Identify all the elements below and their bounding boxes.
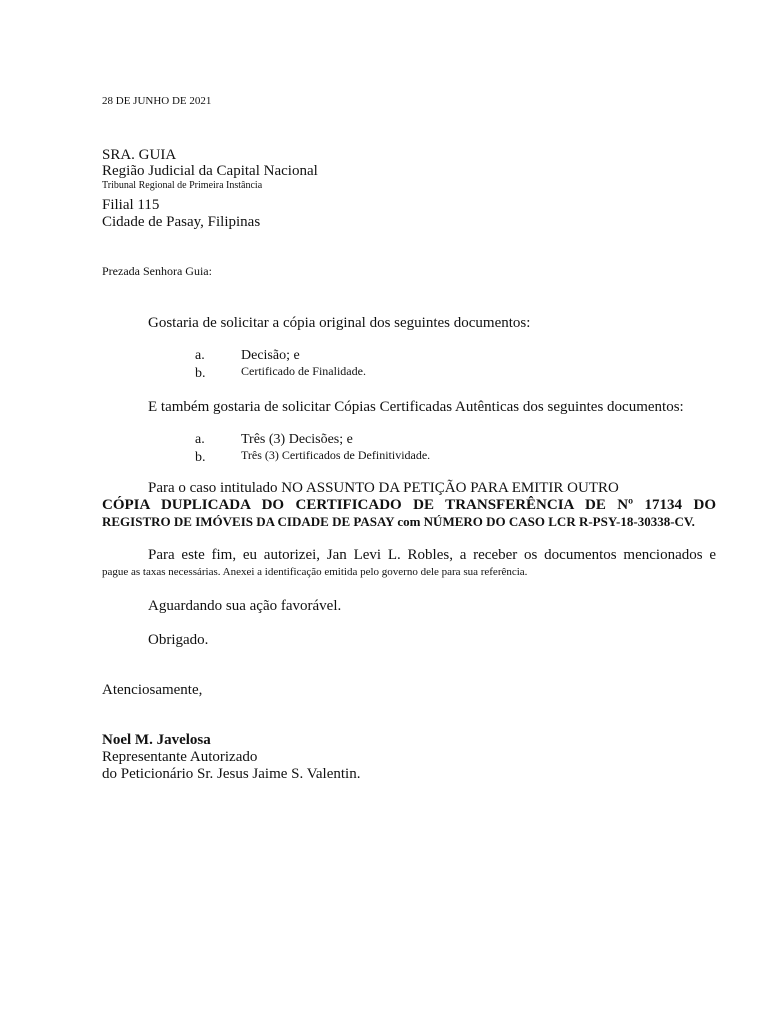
- authorization-line2: pague as taxas necessárias. Anexei a identificação emitida pelo governo dele para sua referência.: [102, 566, 528, 578]
- signature-name: Noel M. Javelosa: [102, 732, 211, 748]
- recipient-line4: Cidade de Pasay, Filipinas: [102, 214, 261, 230]
- case-intro: Para o caso intitulado NO ASSUNTO DA PETIÇÃO PARA EMITIR OUTRO: [148, 480, 619, 496]
- list2-item-b: Três (3) Certificados de Definitividade.: [241, 448, 431, 462]
- list1-item-b: Certificado de Finalidade.: [241, 364, 366, 378]
- list2-marker-a: a.: [195, 432, 205, 447]
- recipient-line1: Região Judicial da Capital Nacional: [102, 163, 318, 179]
- paragraph-1: Gostaria de solicitar a cópia original dos seguintes documentos:: [148, 315, 531, 331]
- list2-item-a: Três (3) Decisões; e: [241, 432, 353, 447]
- recipient-line2: Tribunal Regional de Primeira Instância: [102, 180, 263, 191]
- list1-marker-a: a.: [195, 348, 205, 363]
- case-title-line3: REGISTRO DE IMÓVEIS DA CIDADE DE PASAY com NÚMERO DO CASO LCR R-PSY-18-30338-CV.: [102, 514, 695, 529]
- thanks-line: Obrigado.: [148, 632, 209, 648]
- recipient-line3: Filial 115: [102, 197, 160, 213]
- awaiting-line: Aguardando sua ação favorável.: [148, 598, 342, 614]
- list1-item-a: Decisão; e: [241, 348, 300, 363]
- salutation: Prezada Senhora Guia:: [102, 264, 212, 278]
- signature-of: do Peticionário Sr. Jesus Jaime S. Valentin.: [102, 766, 361, 782]
- paragraph-2: E também gostaria de solicitar Cópias Certificadas Autênticas dos seguintes documentos:: [148, 399, 684, 415]
- list1-marker-b: b.: [195, 366, 206, 381]
- closing: Atenciosamente,: [102, 682, 203, 698]
- letter-date: 28 DE JUNHO DE 2021: [102, 95, 212, 107]
- list2-marker-b: b.: [195, 450, 206, 465]
- recipient-name: SRA. GUIA: [102, 147, 177, 163]
- case-title-line2: CÓPIA DUPLICADA DO CERTIFICADO DE TRANSFERÊNCIA DE Nº 17134 DO: [102, 497, 716, 513]
- authorization-line1: Para este fim, eu autorizei, Jan Levi L. Robles, a receber os documentos mencionados e: [148, 547, 716, 563]
- signature-title: Representante Autorizado: [102, 749, 258, 765]
